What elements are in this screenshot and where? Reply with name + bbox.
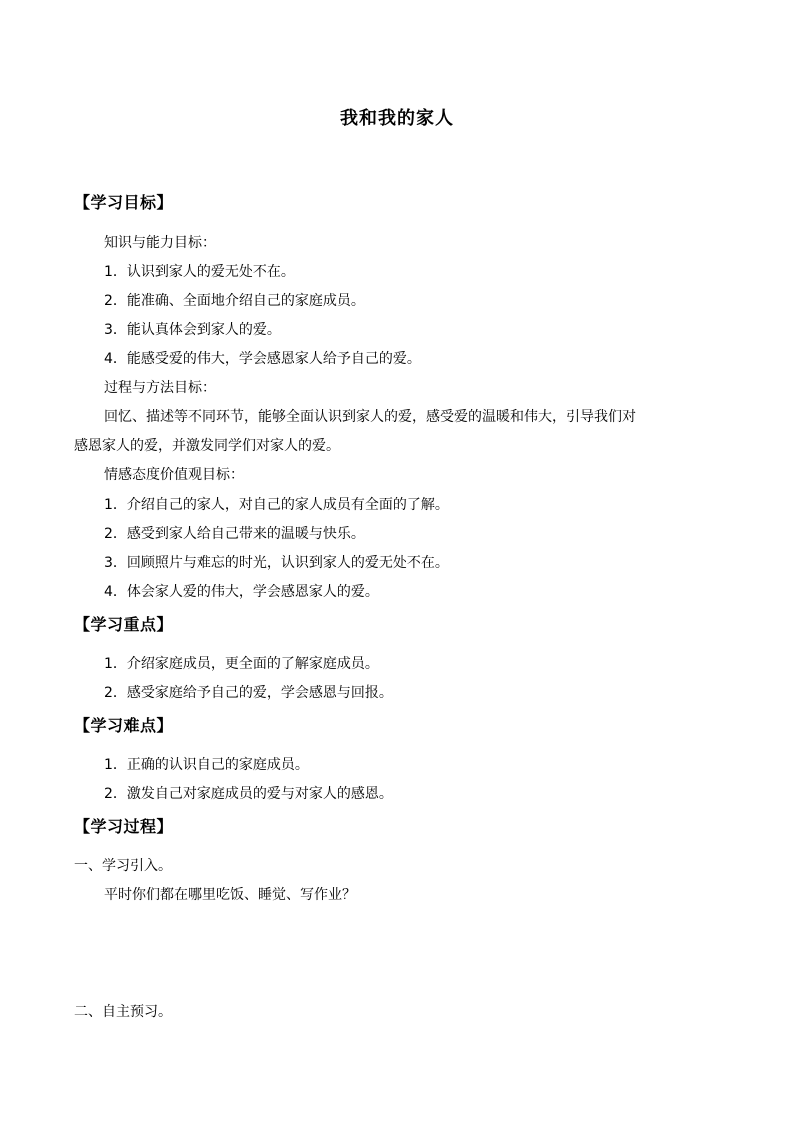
process-step-1-label: 一、学习引入。 [74, 858, 172, 874]
process-method-text-line-2: 感恩家人的爱，并激发同学们对家人的爱。 [74, 438, 340, 454]
emotion-item-4: 4．体会家人爱的伟大，学会感恩家人的爱。 [104, 584, 379, 600]
process-step-2-label: 二、自主预习。 [74, 1004, 172, 1020]
knowledge-item-3: 3．能认真体会到家人的爱。 [104, 322, 281, 338]
section-heading-key-points: 【学习重点】 [74, 615, 174, 634]
process-step-1-question: 平时你们都在哪里吃饭、睡觉、写作业？ [104, 887, 356, 903]
emotion-item-2: 2．感受到家人给自己带来的温暖与快乐。 [104, 526, 365, 542]
page-title: 我和我的家人 [340, 108, 454, 129]
difficulty-item-2: 2．激发自己对家庭成员的爱与对家人的感恩。 [104, 786, 393, 802]
emotion-label: 情感态度价值观目标： [104, 467, 244, 483]
emotion-item-1: 1．介绍自己的家人，对自己的家人成员有全面的了解。 [104, 497, 449, 513]
knowledge-item-4: 4．能感受爱的伟大，学会感恩家人给予自己的爱。 [104, 351, 421, 367]
process-method-label: 过程与方法目标： [104, 380, 216, 396]
knowledge-item-1: 1．认识到家人的爱无处不在。 [104, 264, 295, 280]
knowledge-label: 知识与能力目标： [104, 235, 216, 251]
section-heading-difficulties: 【学习难点】 [74, 716, 174, 735]
section-heading-process: 【学习过程】 [74, 817, 174, 836]
knowledge-item-2: 2．能准确、全面地介绍自己的家庭成员。 [104, 293, 365, 309]
process-method-text-line-1: 回忆、描述等不同环节，能够全面认识到家人的爱，感受爱的温暖和伟大，引导我们对 [104, 409, 636, 425]
key-point-item-2: 2．感受家庭给予自己的爱，学会感恩与回报。 [104, 685, 393, 701]
difficulty-item-1: 1．正确的认识自己的家庭成员。 [104, 757, 309, 773]
emotion-item-3: 3．回顾照片与难忘的时光，认识到家人的爱无处不在。 [104, 555, 449, 571]
key-point-item-1: 1．介绍家庭成员，更全面的了解家庭成员。 [104, 656, 379, 672]
section-heading-goals: 【学习目标】 [74, 193, 174, 212]
